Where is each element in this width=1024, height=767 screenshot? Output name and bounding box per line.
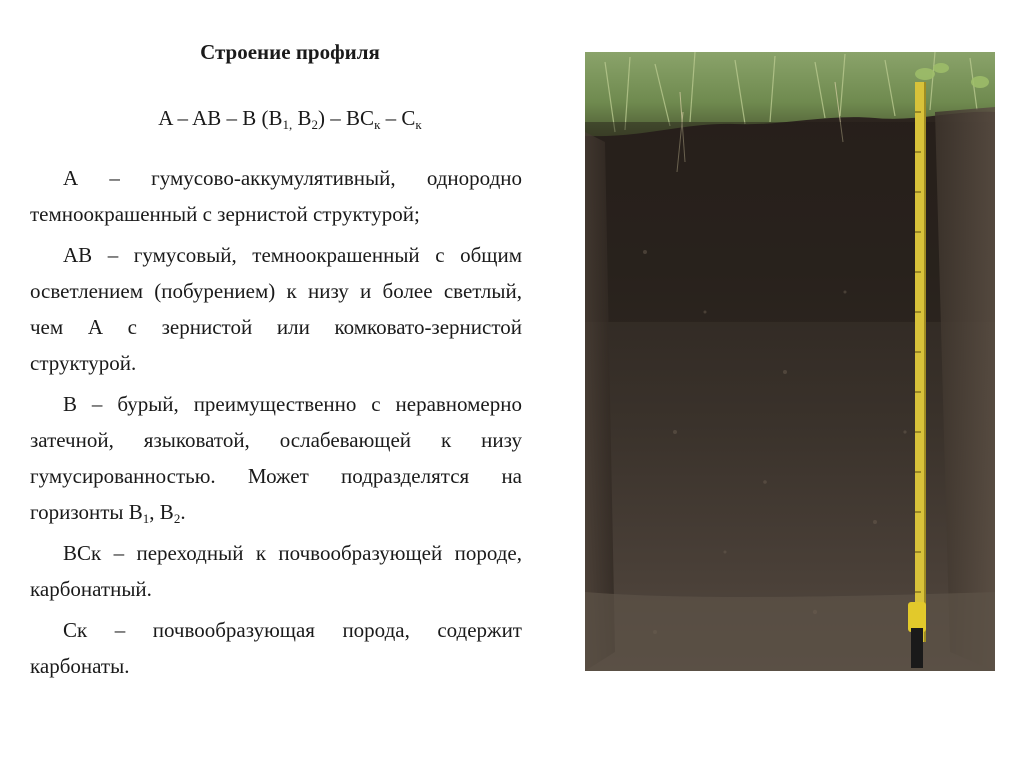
horizon-descriptions [30, 160, 522, 689]
formula-part: – C [380, 106, 416, 130]
subscript: 1 [142, 511, 150, 526]
horizon-formula [0, 106, 580, 137]
horizon-ck-description: Ск – почвообразующая порода, содержит карбонаты. [30, 618, 522, 678]
bottom-horizon [585, 592, 995, 671]
formula-part: B [292, 106, 312, 130]
horizon-b-description [30, 386, 522, 530]
slide-title: Строение профиля [200, 40, 380, 64]
horizon-b-text: В – бурый, преимущественно с неравномерно затечной, языковатой, ослабевающей к низу гумусированностью. Может подразделятся на горизонты В [30, 392, 522, 524]
horizon-b-text-mid: , В [149, 500, 174, 524]
horizon-a-description: А – гумусово-аккумулятивный, однородно темноокрашенный с зернистой структурой; [30, 166, 522, 226]
horizon-bck-description: ВСк – переходный к почвообразующей породе, карбонатный. [30, 541, 522, 601]
horizon-b-text-end: . [180, 500, 186, 524]
formula-subscript: к [374, 117, 381, 132]
formula-subscript: 2 [311, 117, 319, 132]
formula-part: ) – BC [318, 106, 375, 130]
formula-part: A – AB – B (B [158, 106, 283, 130]
subscript: 2 [173, 511, 181, 526]
horizon-ab-description: АВ – гумусовый, темноокрашенный с общим осветлением (побурением) к низу и более светлый, чем А с зернистой или комковато-зернистой структурой. [30, 243, 522, 375]
formula-subscript: 1, [282, 117, 293, 132]
formula-subscript: к [415, 117, 422, 132]
soil-profile-photo [585, 52, 995, 671]
